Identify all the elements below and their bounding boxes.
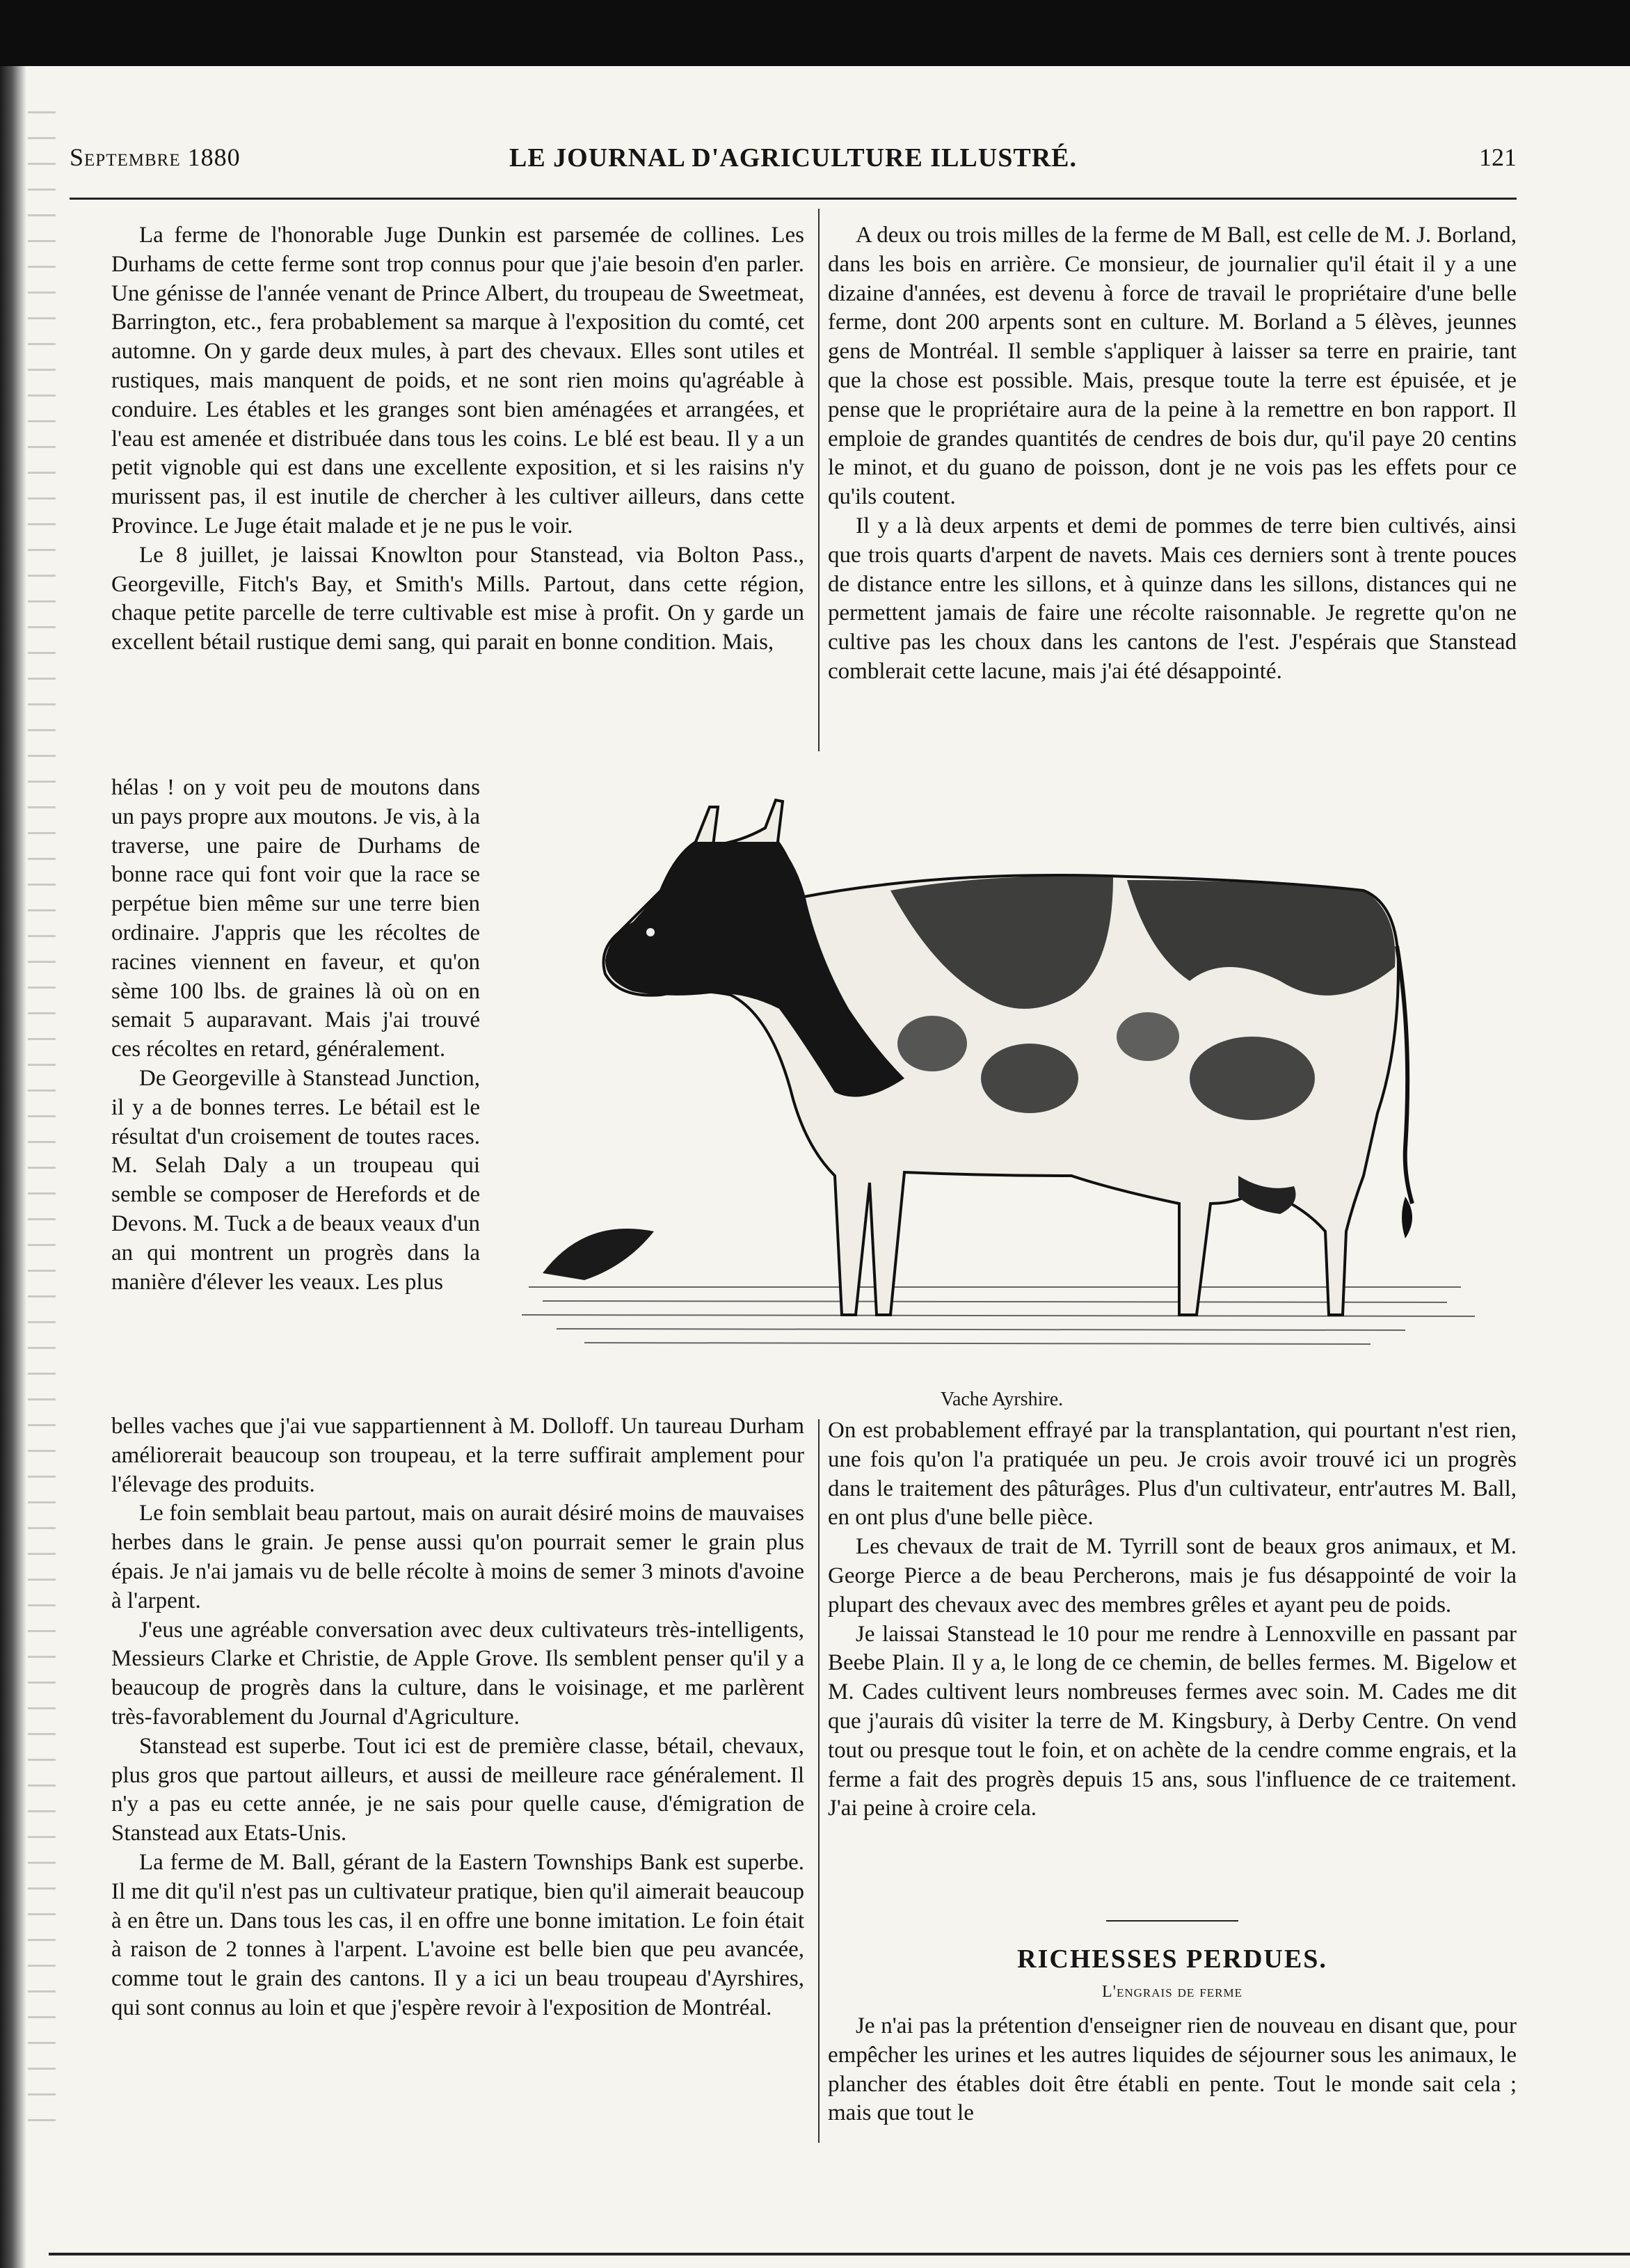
paragraph: A deux ou trois milles de la ferme de M Ball, est celle de M. J. Borland, dans les bois en arrière. Ce monsieur, de journalier qu'il était il y a une dizaine d'années, est devenu à force de travail le propriétaire d'une belle ferme, dont 200 arpents sont en culture. M. Borland a 5 élèves, jeunnes gens de Montréal. Il semble s'appliquer à laisser sa terre en prairie, tant que la chose est possible. Mais, presque toute la terre est épuisée, et je pense que le propriétaire aura de la peine à la remettre en bon rapport. Il emploie de grandes quantités de cendres de bois dur, qu'il paye 20 centins le minot, et du guano de poisson, dont je ne vois pas les effets pour ce qu'ils coutent. [828, 223, 1517, 510]
paragraph: J'eus une agréable conversation avec deux cultivateurs très-intelligents, Messieurs Clarke et Christie, de Apple Grove. Ils semblent penser qu'il y a beaucoup de progrès dans la culture, dans le voisinage, et me parlèrent très-favorablement du Journal d'Agriculture. [111, 1617, 804, 1730]
scan-left-specks [28, 111, 56, 2129]
section-body [828, 2012, 1517, 2128]
column-right-top [828, 221, 1517, 687]
paragraph: On est probablement effrayé par la transplantation, qui pourtant n'est rien, une fois qu'on l'a pratiquée un peu. Je crois avoir trouvé ici un progrès dans le traitement des pâturâges. Plus d'un cultivateur, entr'autres M. Ball, en ont plus d'une belle pièce. [828, 1418, 1517, 1531]
page-number: 121 [1479, 143, 1517, 171]
scan-bottom-line [49, 2253, 1630, 2255]
cow-body [604, 800, 1413, 1315]
paragraph: Le foin semblait beau partout, mais on aurait désiré moins de mauvaises herbes dans le grain. Je pense aussi qu'on pourrait semer le grain plus épais. Je n'ai jamais vu de belle récolte à moins de semer 3 minots d'avoine à l'arpent. [111, 1501, 804, 1613]
paragraph: De Georgeville à Stanstead Junction, il y a de bonnes terres. Le bétail est le résultat d'un croisement de toutes races. M. Selah Daly a un troupeau qui semble se composer de Herefords et de Devons. M. Tuck a de beaux veaux d'un an qui montrent un progrès dans la manière d'élever les veaux. Les plus [111, 1065, 480, 1295]
section-subtitle: L'engrais de ferme [1102, 1983, 1243, 2001]
column-rule-bottom [818, 1419, 820, 2143]
paragraph: hélas ! on y voit peu de moutons dans un pays propre aux moutons. Je vis, à la traverse, une paire de Durhams de bonne race qui font voir que la race se perpétue bien même sur une terre bien ordinaire. J'appris que les récoltes de racines viennent en faveur, et qu'on sème 100 lbs. de graines là où on en semait 5 auparavant. Mais j'ai trouvé ces récoltes en retard, généralement. [111, 775, 480, 1062]
header-rule [70, 198, 1517, 200]
column-left-top [111, 221, 804, 657]
paragraph: belles vaches que j'ai vue sappartiennent à M. Dolloff. Un taureau Durham améliorerait beaucoup son troupeau, et la terre suffirait amplement pour l'élevage des produits. [111, 1414, 804, 1497]
ayrshire-cow-illustration [501, 786, 1489, 1371]
column-rule-top [818, 209, 820, 751]
paragraph: Il y a là deux arpents et demi de pommes de terre bien cultivés, ainsi que trois quarts d'arpent de navets. Mais ces derniers sont à trente pouces de distance entre les sillons, et à quinze dans les sillons, distances qui ne permettent jamais de faire une récolte raisonnable. Je regrette qu'on ne cultive pas les choux dans les cantons de l'est. J'espérais que Stanstead comblerait cette lacune, mais j'ai été désappointé. [828, 513, 1517, 684]
section-title: RICHESSES PERDUES. [1017, 1944, 1327, 1974]
section-rule [1106, 1920, 1238, 1922]
distant-rock [543, 1229, 654, 1280]
paragraph: La ferme de M. Ball, gérant de la Eastern Townships Bank est superbe. Il me dit qu'il n'est pas un cultivateur pratique, bien qu'il aimerait beaucoup à en être un. Dans tous les cas, il en offre une bonne imitation. Le foin était à raison de 2 tonnes à l'arpent. L'avoine est belle bien que peu avancée, comme tout le grain des cantons. Il y a ici un beau troupeau d'Ayrshires, qui sont connus au loin et que j'espère revoir à l'exposition de Montréal. [111, 1849, 804, 2020]
column-left-bottom [111, 1412, 804, 2023]
paragraph: Les chevaux de trait de M. Tyrrill sont de beaux gros animaux, et M. George Pierce a de beau Percherons, mais je fus désappointé de voir la plupart des chevaux avec des membres grêles et ayant peu de poids. [828, 1534, 1517, 1618]
header-date: Septembre 1880 [70, 143, 241, 171]
column-right-bottom [828, 1416, 1517, 1823]
scan-left-edge [0, 66, 26, 2268]
paragraph: Le 8 juillet, je laissai Knowlton pour Stanstead, via Bolton Pass., Georgeville, Fitch's Bay, et Smith's Mills. Partout, dans cette région, chaque petite parcelle de terre cultivable est mise à profit. On y garde un excellent bétail rustique demi sang, qui parait en bonne condition. Mais, [111, 542, 804, 655]
paragraph: La ferme de l'honorable Juge Dunkin est parsemée de collines. Les Durhams de cette ferme sont trop connus pour que j'aie besoin d'en parler. Une génisse de l'année venant de Prince Albert, du troupeau de Sweetmeat, Barrington, etc., fera probablement sa marque à l'exposition du comté, cet automne. On y garde deux mules, à part des chevaux. Elles sont utiles et rustiques, mais manquent de poids, et ne sont rien moins qu'agréable à conduire. Les étables et les granges sont bien aménagées et arrangées, et l'eau est amenée et distribuée dans tous les coins. Le blé est beau. Il y a un petit vignoble qui est dans une excellente exposition, et si les raisins n'y murissent pas, il est inutile de chercher à les cultiver ailleurs, dans cette Province. Le Juge était malade et je ne pus le voir. [111, 223, 804, 538]
paragraph: Je laissai Stanstead le 10 pour me rendre à Lennoxville en passant par Beebe Plain. Il y a, le long de ce chemin, de belles fermes. M. Bigelow et M. Cades cultivent leurs nombreuses fermes avec soin. M. Cades me dit que j'aurais dû visiter la terre de M. Kingsbury, à Derby Centre. On vend tout ou presque tout le foin, et on achète de la cendre comme engrais, et la ferme a fait des progrès depuis 15 ans, sous l'influence de ce traitement. J'ai peine à croire cela. [828, 1621, 1517, 1821]
figure-caption: Vache Ayrshire. [940, 1389, 1064, 1410]
scan-top-band [0, 0, 1630, 66]
paragraph: Je n'ai pas la prétention d'enseigner rien de nouveau en disant que, pour empêcher les urines et les autres liquides de séjourner sous les animaux, le plancher des étables doit être établi en pente. Tout le monde sait cela ; mais que tout le [828, 2013, 1517, 2126]
paragraph: Stanstead est superbe. Tout ici est de première classe, bétail, chevaux, plus gros que partout ailleurs, et aussi de meilleure race généralement. Il n'y a pas eu cette année, je ne sais pour quelle cause, d'émigration de Stanstead aux Etats-Unis. [111, 1733, 804, 1846]
page-header [70, 143, 1517, 184]
journal-title: LE JOURNAL D'AGRICULTURE ILLUSTRÉ. [509, 143, 1077, 173]
column-left-narrow [111, 774, 480, 1297]
